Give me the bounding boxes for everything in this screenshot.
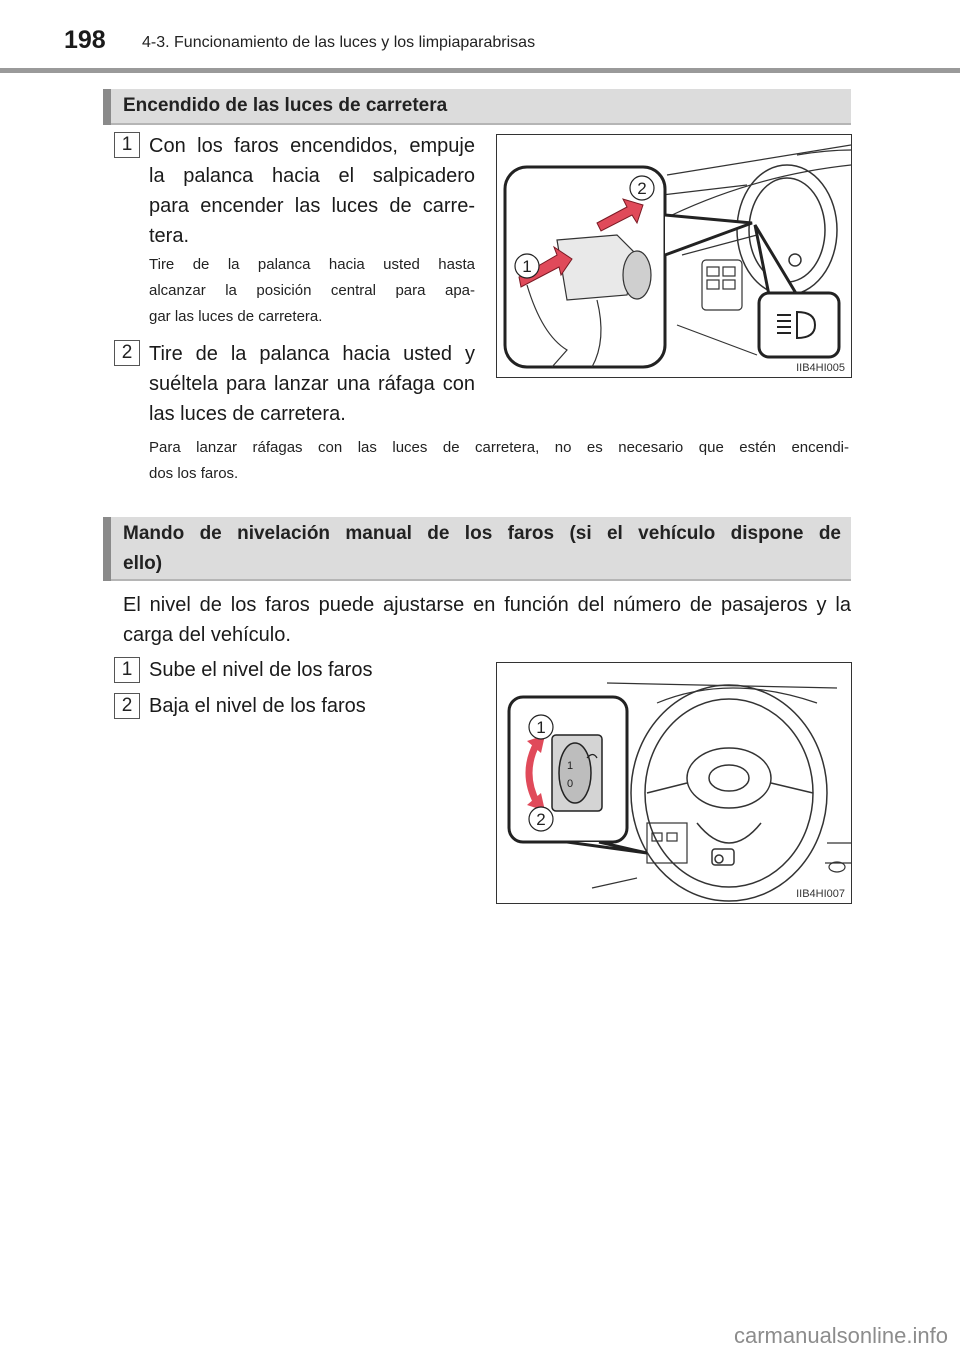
line: Tire de la palanca hacia usted y bbox=[149, 343, 475, 365]
step-number-1: 1 bbox=[114, 132, 140, 158]
title-line: Mando de nivelación manual de los faros (si el vehículo dispone de bbox=[123, 523, 841, 544]
dial-mark-0: 0 bbox=[567, 778, 574, 790]
callout-1: 1 bbox=[536, 718, 546, 737]
line: Para lanzar ráfagas con las luces de carretera, no es necesario que estén encendi- bbox=[149, 439, 849, 456]
step-1-text bbox=[149, 131, 475, 251]
line: alcanzar la posición central para apa- bbox=[149, 282, 475, 299]
step-number-2: 2 bbox=[114, 693, 140, 719]
page-number: 198 bbox=[64, 26, 106, 54]
step-1-note bbox=[149, 252, 475, 330]
section-title: Encendido de las luces de carretera bbox=[123, 95, 448, 116]
line: gar las luces de carretera. bbox=[149, 308, 323, 325]
step-2-text: Baja el nivel de los faros bbox=[149, 695, 366, 717]
line: tera. bbox=[149, 225, 190, 247]
dashboard-lever-drawing bbox=[497, 135, 851, 377]
leveling-dial-illustration bbox=[496, 662, 852, 904]
dashboard-dial-drawing bbox=[497, 663, 851, 903]
section-header-high-beam bbox=[103, 89, 851, 125]
header-rule bbox=[0, 68, 960, 73]
figure-code: IIB4HI007 bbox=[796, 888, 845, 900]
leveling-dial bbox=[552, 735, 602, 811]
line: El nivel de los faros puede ajustarse en función del número de pasajeros y la bbox=[123, 594, 851, 616]
line: las luces de carretera. bbox=[149, 403, 346, 425]
figure-code: IIB4HI005 bbox=[796, 362, 845, 374]
callout-2: 2 bbox=[536, 810, 546, 829]
callout-2: 2 bbox=[637, 179, 647, 198]
step-number-2: 2 bbox=[114, 340, 140, 366]
chapter-title: 4-3. Funcionamiento de las luces y los limpiaparabrisas bbox=[142, 34, 536, 51]
section-header-leveling bbox=[103, 517, 851, 581]
step-2-note bbox=[149, 435, 849, 487]
title-line: ello) bbox=[123, 553, 163, 574]
line: carga del vehículo. bbox=[123, 624, 291, 646]
steering-wheel bbox=[631, 685, 827, 901]
line: para encender las luces de carre- bbox=[149, 195, 475, 217]
step-2-text bbox=[149, 339, 475, 429]
step-number-1: 1 bbox=[114, 657, 140, 683]
section-title bbox=[123, 517, 841, 579]
callout-1: 1 bbox=[522, 257, 532, 276]
leveling-intro bbox=[123, 590, 851, 650]
line: suéltela para lanzar una ráfaga con bbox=[149, 373, 475, 395]
line: Con los faros encendidos, empuje bbox=[149, 135, 475, 157]
line: dos los faros. bbox=[149, 465, 239, 482]
line: la palanca hacia el salpicadero bbox=[149, 165, 475, 187]
watermark: carmanualsonline.info bbox=[733, 1323, 948, 1348]
dial-mark-1: 1 bbox=[567, 760, 574, 772]
high-beam-illustration bbox=[496, 134, 852, 378]
line: Tire de la palanca hacia usted hasta bbox=[149, 256, 475, 273]
step-1-text: Sube el nivel de los faros bbox=[149, 659, 373, 681]
